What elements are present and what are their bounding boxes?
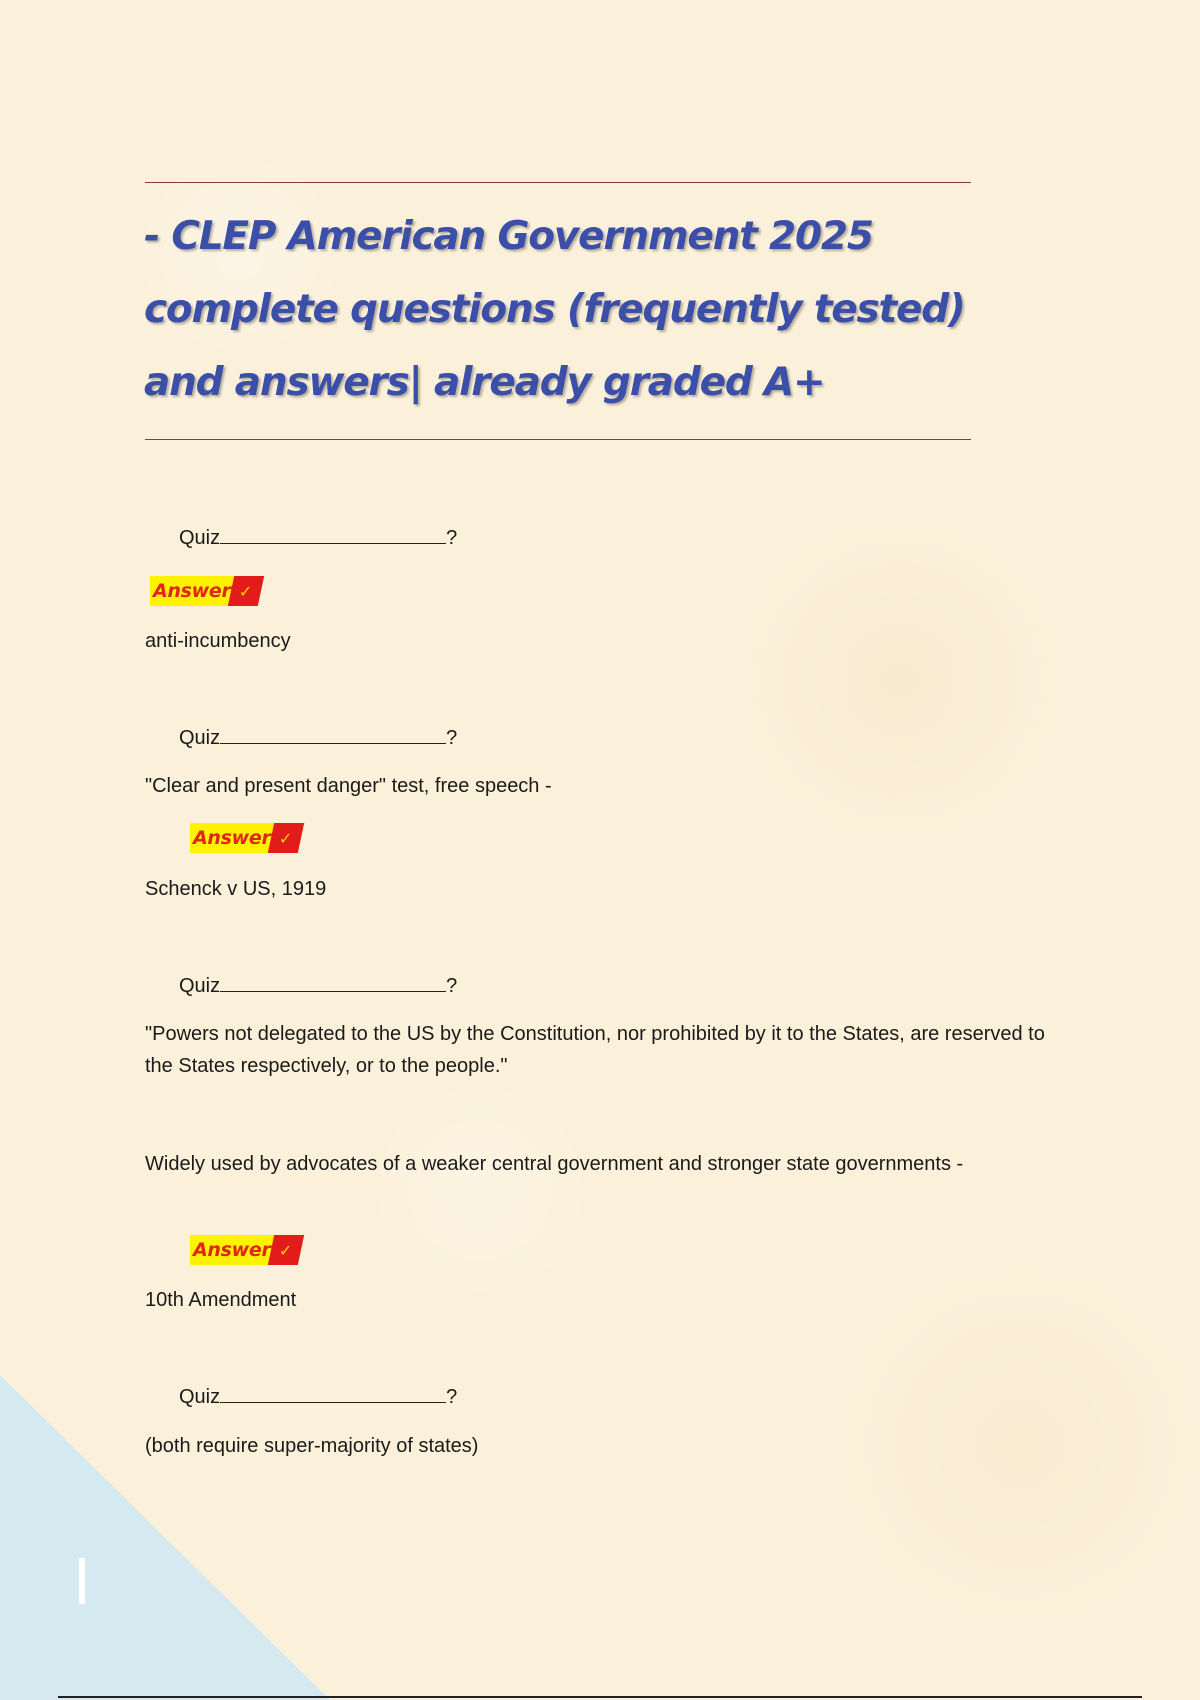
- quiz-prompt: [179, 522, 457, 554]
- quiz-blank: [220, 1382, 446, 1403]
- question-text: (both require super-majority of states): [145, 1435, 479, 1457]
- question-text-secondary: Widely used by advocates of a weaker central government and stronger state governments -: [145, 1153, 964, 1175]
- answer-label: Answer: [150, 576, 234, 606]
- check-icon: ✓: [267, 1235, 303, 1265]
- answer-badge: [190, 1235, 301, 1265]
- answer-text: Schenck v US, 1919: [145, 878, 327, 900]
- check-icon: ✓: [227, 576, 263, 606]
- page-number-marker: [79, 1558, 85, 1604]
- quiz-suffix: ?: [446, 975, 458, 997]
- quiz-prompt: [179, 722, 457, 754]
- quiz-suffix: ?: [446, 527, 458, 549]
- quiz-blank: [220, 523, 446, 544]
- quiz-blank: [220, 723, 446, 744]
- answer-badge: [190, 823, 301, 853]
- quiz-blank: [220, 971, 446, 992]
- corner-decoration: [0, 1375, 330, 1700]
- footer-rule: [58, 1696, 1142, 1698]
- question-text: "Powers not delegated to the US by the Constitution, nor prohibited by it to the States, are reserved to the States respectively, or to the people.": [145, 1023, 1045, 1077]
- quiz-label: Quiz: [179, 527, 221, 549]
- document-title: - CLEP American Government 2025 complete questions (frequently tested) and answers| already graded A+: [144, 214, 965, 405]
- title-rule-bottom: [145, 439, 971, 440]
- quiz-prompt: [179, 1381, 457, 1413]
- quiz-label: Quiz: [179, 727, 221, 749]
- answer-badge: [150, 576, 261, 606]
- quiz-suffix: ?: [446, 727, 458, 749]
- quiz-label: Quiz: [179, 975, 221, 997]
- question-text: "Clear and present danger" test, free speech -: [145, 775, 552, 797]
- quiz-suffix: ?: [446, 1386, 458, 1408]
- quiz-label: Quiz: [179, 1386, 221, 1408]
- quiz-prompt: [179, 970, 457, 1002]
- answer-label: Answer: [190, 823, 274, 853]
- answer-label: Answer: [190, 1235, 274, 1265]
- check-icon: ✓: [267, 823, 303, 853]
- title-rule-top: [145, 182, 971, 183]
- answer-text: anti-incumbency: [145, 630, 291, 652]
- answer-text: 10th Amendment: [145, 1289, 297, 1311]
